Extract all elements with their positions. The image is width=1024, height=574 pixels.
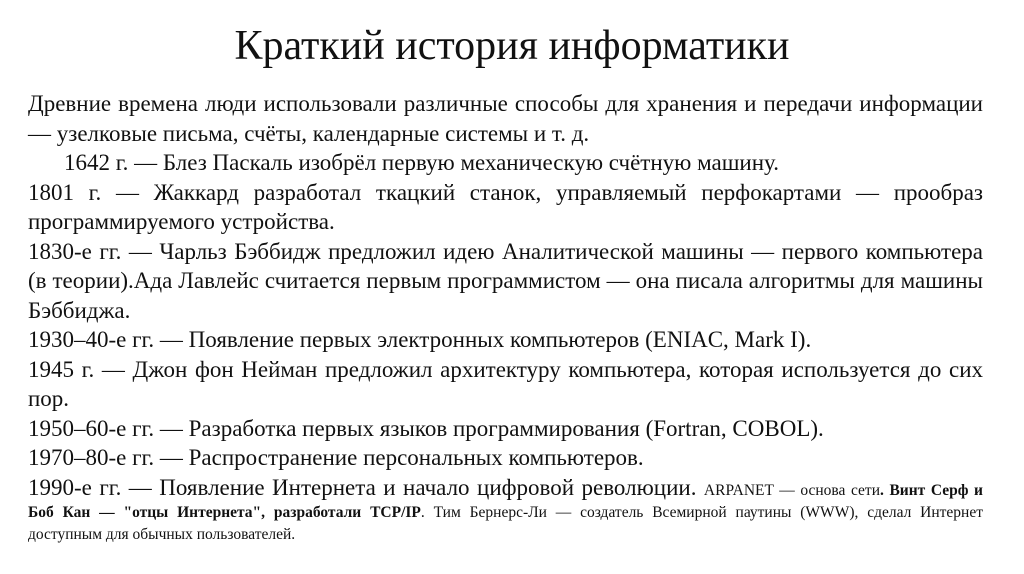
paragraph-1990-arpanet: ARPANET — основа сети bbox=[703, 481, 881, 499]
paragraph-1642: 1642 г. — Блез Паскаль изобрёл первую механическую счётную машину. bbox=[64, 150, 779, 175]
paragraph-1950: 1950–60-е гг. — Разработка первых языков программирования (Fortran, COBOL). bbox=[28, 415, 824, 441]
paragraph-1990-tail: . Тим Бернерс-Ли — создатель Всемирной паутины (WWW), сделал Интернет доступным для обычных пользователей. bbox=[28, 504, 983, 543]
paragraph-1830: 1830-е гг. — Чарльз Бэббидж предложил идею Аналитической машины — первого компьютера (в теории).Ада Лавлейс считается первым программистом — она писала алгоритмы для машины Бэббиджа. bbox=[28, 238, 983, 323]
paragraph-1801: 1801 г. — Жаккард разработал ткацкий станок, управляемый перфокартами — прообраз программируемого устройства. bbox=[28, 179, 983, 234]
slide-body bbox=[28, 89, 983, 546]
paragraph-1930: 1930–40-е гг. — Появление первых электронных компьютеров (ENIAC, Mark I). bbox=[28, 327, 812, 352]
slide-title: Краткий история информатики bbox=[234, 23, 790, 69]
paragraph-1990-main: 1990-е гг. — Появление Интернета и начало цифровой революции. bbox=[28, 474, 704, 500]
paragraph-1945: 1945 г. — Джон фон Нейман предложил архитектуру компьютера, которая используется до сих пор. bbox=[28, 356, 983, 411]
paragraph-1970: 1970–80-е гг. — Распространение персональных компьютеров. bbox=[28, 445, 644, 470]
paragraph-1990 bbox=[28, 473, 983, 547]
paragraph-ancient: Древние времена люди использовали различные способы для хранения и передачи информации — узелковые письма, счёты, календарные системы и т. д. bbox=[28, 91, 983, 146]
paragraph-1990-bold: . Винт Серф и Боб Кан — "отцы Интернета", разработали TCP/IP bbox=[28, 481, 983, 521]
